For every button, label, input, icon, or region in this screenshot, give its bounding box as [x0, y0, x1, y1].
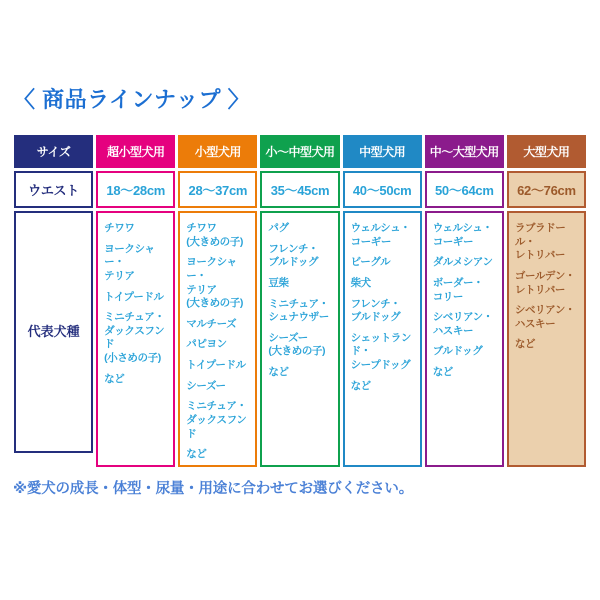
breed-item: など [104, 372, 125, 385]
column-header-medium-large-dog: 中〜大型犬用 [425, 135, 504, 168]
breeds-row-label: 代表犬種 [14, 211, 93, 453]
breed-item: ミニチュア・ ダックスフンド (小さめの子) [104, 311, 165, 365]
product-lineup-table [14, 135, 586, 467]
breed-item: など [186, 448, 207, 461]
breed-item: ブルドッグ [432, 345, 483, 358]
breed-item: ヨークシャー・ テリア (大きめの子) [186, 256, 243, 310]
breed-item: ウェルシュ・ コーギー [350, 222, 411, 248]
breed-item: シーズー [186, 379, 226, 392]
waist-value-medium-dog: 40〜50cm [343, 171, 422, 208]
breed-item: など [432, 366, 453, 379]
breed-item: ウェルシュ・ コーギー [432, 222, 493, 248]
page-title: 〈 商品ラインナップ 〉 [13, 87, 251, 112]
size-row-header: サイズ [14, 135, 93, 168]
breed-item: ビーグル [350, 256, 391, 269]
breeds-cell-small-medium-dog [260, 211, 339, 467]
breeds-cell-medium-dog [343, 211, 422, 467]
breed-item: シベリアン・ ハスキー [432, 311, 493, 337]
breed-item: シベリアン・ ハスキー [514, 304, 576, 330]
waist-value-large-dog: 62〜76cm [507, 171, 586, 208]
breed-item: マルチーズ [186, 317, 237, 330]
breed-item: など [268, 366, 289, 379]
breed-item: パグ [268, 222, 289, 234]
breeds-cell-medium-large-dog [425, 211, 504, 467]
breed-item: など [350, 379, 371, 392]
breed-item: ラブラドール・ レトリバー [514, 222, 566, 262]
breed-item: チワワ (大きめの子) [186, 222, 243, 248]
waist-row-label: ウエスト [14, 171, 93, 208]
breed-item: ヨークシャー・ テリア [104, 242, 155, 282]
breed-item: シーズー (大きめの子) [268, 331, 326, 358]
column-header-small-medium-dog: 小〜中型犬用 [260, 135, 339, 168]
breed-item: 豆柴 [268, 276, 289, 289]
breed-item: フレンチ・ ブルドッグ [268, 242, 319, 269]
column-header-medium-dog: 中型犬用 [343, 135, 422, 168]
breed-item: 柴犬 [350, 276, 371, 289]
breeds-cell-small-dog [178, 211, 257, 467]
breeds-cell-ultra-small-dog [96, 211, 175, 467]
breed-item: ミニチュア・ シュナウザー [268, 297, 329, 324]
breed-item: トイプードル [104, 290, 164, 303]
waist-value-medium-large-dog: 50〜64cm [425, 171, 504, 208]
waist-value-small-dog: 28〜37cm [178, 171, 257, 208]
breeds-cell-large-dog [507, 211, 586, 467]
breed-item: ダルメシアン [432, 256, 493, 269]
breed-item: トイプードル [186, 359, 246, 372]
waist-value-small-medium-dog: 35〜45cm [260, 171, 339, 208]
column-header-ultra-small-dog: 超小型犬用 [96, 135, 175, 168]
breed-item: ミニチュア・ ダックスフンド [186, 400, 247, 440]
breed-item: ゴールデン・ レトリバー [514, 269, 576, 296]
breed-item: など [514, 338, 536, 351]
breed-item: パピヨン [186, 338, 227, 351]
column-header-small-dog: 小型犬用 [178, 135, 257, 168]
column-header-large-dog: 大型犬用 [507, 135, 586, 168]
footnote: ※愛犬の成長・体型・尿量・用途に合わせてお選びください。 [13, 481, 413, 497]
breed-item: チワワ [104, 222, 135, 234]
waist-value-ultra-small-dog: 18〜28cm [96, 171, 175, 208]
breed-item: シェットランド・ シープドッグ [350, 331, 411, 372]
breed-item: フレンチ・ ブルドッグ [350, 297, 401, 324]
breed-item: ボーダー・ コリー [432, 276, 484, 303]
